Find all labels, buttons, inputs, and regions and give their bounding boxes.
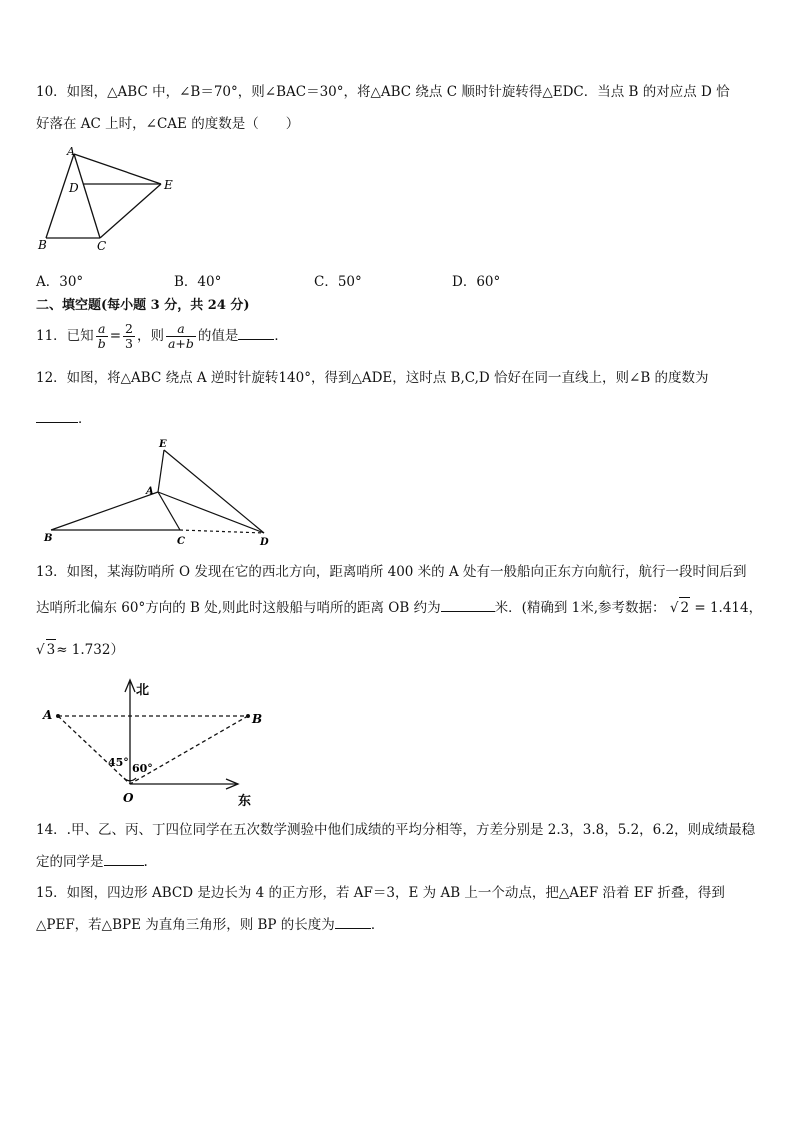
q15-line2-text: △PEF，若△BPE 为直角三角形，则 BP 的长度为 (36, 917, 335, 933)
q15-line1: 15．如图，四边形 ABCD 是边长为 4 的正方形，若 AF＝3，E 为 AB 上一个动点，把△AEF 沿着 EF 折叠，得到 (36, 885, 725, 901)
q12-label-d: D (260, 537, 269, 548)
q13-label-north: 北 (136, 683, 150, 698)
q12-label-a: A (146, 486, 154, 497)
q11-fraction-2-over-3: $\frac{2}{3}$ (125, 321, 133, 351)
q15-end: ． (370, 917, 385, 933)
q14-line1: 14．.甲、乙、丙、丁四位同学在五次数学测验中他们成绩的平均分相等，方差分别是 2.3，3.8，5.2，6.2，则成绩最稳 (36, 822, 756, 838)
q13-label-o: O (123, 791, 134, 805)
q10-figure (34, 142, 184, 257)
q12-answer-blank[interactable] (36, 408, 78, 423)
q13-label-a: A (43, 708, 53, 722)
q10-label-a: A (67, 145, 75, 158)
q12-line1: 12．如图，将△ABC 绕点 A 逆时针旋转140°，得到△ADE，这时点 B,C,D 恰好在同一直线上，则∠B 的度数为 (36, 370, 709, 386)
q10-option-d: D．60° (452, 274, 501, 290)
q10-line2: 好落在 AC 上时，∠CAE 的度数是（ ） (36, 116, 300, 132)
q14-line2 (36, 851, 148, 872)
q10-option-c: C．50° (314, 274, 362, 290)
sqrt3-expression: √ 3≈ 1.732） (36, 642, 124, 658)
q11-line (36, 320, 288, 352)
q15-answer-blank[interactable] (335, 914, 371, 929)
q13-label-60: 60° (132, 762, 153, 775)
q13-figure (38, 672, 268, 812)
q13-label-east: 东 (238, 794, 252, 809)
q13-label-b: B (252, 712, 263, 726)
section2-title: 二、填空题(每小题 3 分，共 24 分) (36, 298, 250, 313)
q12-label-c: C (177, 536, 185, 547)
q13-answer-blank[interactable] (441, 597, 495, 612)
q10-label-e: E (164, 178, 173, 192)
q13-line3 (36, 639, 124, 660)
q14-line2-text: 定的同学是 (36, 854, 104, 870)
q10-line1: 10．如图，△ABC 中，∠B＝70°，则∠BAC＝30°，将△ABC 绕点 C 顺时针旋转得△EDC．当点 B 的对应点 D 恰 (36, 84, 730, 100)
q13-line1: 13．如图，某海防哨所 O 发现在它的西北方向，距离哨所 400 米的 A 处有一般船向正东方向航行，航行一段时间后到 (36, 564, 747, 580)
q12-label-b: B (44, 533, 53, 544)
q15-line2 (36, 914, 384, 935)
q12-figure (40, 436, 280, 548)
q10-option-b: B．40° (174, 274, 222, 290)
q12-line2 (36, 408, 92, 429)
q13-line2-ref: 米．(精确到 1米,参考数据： (494, 600, 666, 616)
q13-line2-text: 达哨所北偏东 60°方向的 B 处,则此时这般船与哨所的距离 OB 约为 (36, 600, 441, 616)
q11-equals: = (109, 328, 122, 344)
q11-end: ． (274, 328, 288, 344)
q10-label-c: C (97, 239, 107, 253)
q11-fraction-a-over-b: $\frac{a}{b}$ (97, 321, 106, 351)
q11-answer-blank[interactable] (238, 325, 274, 340)
q12-label-e: E (159, 439, 167, 450)
q11-prefix: 11．已知 (36, 328, 94, 344)
q11-fraction-a-over-a-plus-b: $\frac{a}{a+b}$ (167, 321, 194, 351)
q11-mid: ，则 (136, 328, 164, 344)
q10-label-b: B (38, 238, 47, 252)
q14-answer-blank[interactable] (104, 851, 144, 866)
q14-end: . (143, 854, 148, 870)
q13-label-45: 45° (108, 756, 129, 769)
q10-option-a: A．30° (36, 274, 84, 290)
q13-line2 (36, 597, 762, 618)
q10-label-d: D (69, 181, 79, 195)
q12-end: ． (78, 411, 92, 427)
sqrt2-expression: √ 2 = 1.414， (670, 600, 762, 616)
q11-suffix: 的值是 (197, 328, 239, 344)
